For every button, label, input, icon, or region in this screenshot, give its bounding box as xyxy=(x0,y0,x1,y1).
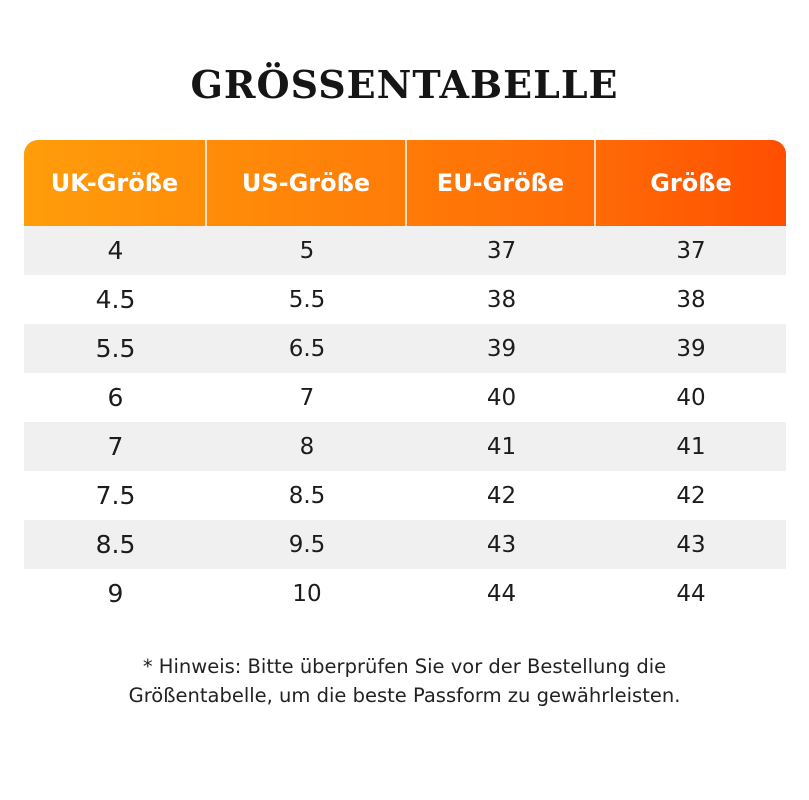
table-row xyxy=(24,422,786,471)
us-size-cell: 7 xyxy=(299,384,315,411)
eu-size-cell: 38 xyxy=(486,286,517,313)
uk-size-cell: 8.5 xyxy=(95,530,136,559)
table-row xyxy=(24,275,786,324)
size-table xyxy=(24,140,786,618)
table-row xyxy=(24,569,786,618)
size-cell: 41 xyxy=(676,433,706,460)
eu-size-cell: 43 xyxy=(486,531,517,558)
uk-size-cell: 9 xyxy=(107,579,124,608)
header-eu-size: EU-Größe xyxy=(407,140,596,226)
eu-size-cell: 41 xyxy=(486,433,517,460)
table-header xyxy=(24,140,786,226)
table-row xyxy=(24,520,786,569)
us-size-cell: 9.5 xyxy=(288,531,326,558)
us-size-cell: 5.5 xyxy=(288,286,326,313)
header-us-size: US-Größe xyxy=(207,140,407,226)
us-size-cell: 8.5 xyxy=(288,482,326,509)
size-cell: 44 xyxy=(676,580,706,607)
eu-size-cell: 42 xyxy=(486,482,517,509)
header-size: Größe xyxy=(650,169,732,197)
eu-size-cell: 39 xyxy=(486,335,517,362)
eu-size-cell: 37 xyxy=(486,237,517,264)
uk-size-cell: 5.5 xyxy=(95,334,136,363)
table-row xyxy=(24,373,786,422)
us-size-cell: 10 xyxy=(292,580,322,607)
size-cell: 43 xyxy=(676,531,706,558)
eu-size-cell: 44 xyxy=(486,580,517,607)
uk-size-cell: 4 xyxy=(107,236,124,265)
table-row xyxy=(24,324,786,373)
us-size-cell: 5 xyxy=(299,237,315,264)
uk-size-cell: 7 xyxy=(107,432,124,461)
size-cell: 39 xyxy=(676,335,706,362)
size-cell: 37 xyxy=(676,237,706,264)
size-cell: 38 xyxy=(676,286,706,313)
size-note xyxy=(0,652,809,710)
table-row xyxy=(24,471,786,520)
note-line-2: Größentabelle, um die beste Passform zu gewährleisten. xyxy=(128,684,681,707)
uk-size-cell: 4.5 xyxy=(95,285,136,314)
us-size-cell: 8 xyxy=(299,433,315,460)
note-line-1: * Hinweis: Bitte überprüfen Sie vor der Bestellung die xyxy=(142,655,667,678)
us-size-cell: 6.5 xyxy=(288,335,326,362)
size-cell: 42 xyxy=(676,482,706,509)
page-title: GRÖSSENTABELLE xyxy=(190,62,619,107)
size-cell: 40 xyxy=(676,384,706,411)
uk-size-cell: 7.5 xyxy=(95,481,136,510)
uk-size-cell: 6 xyxy=(107,383,124,412)
header-uk-size: UK-Größe xyxy=(24,140,207,226)
eu-size-cell: 40 xyxy=(486,384,517,411)
table-row xyxy=(24,226,786,275)
